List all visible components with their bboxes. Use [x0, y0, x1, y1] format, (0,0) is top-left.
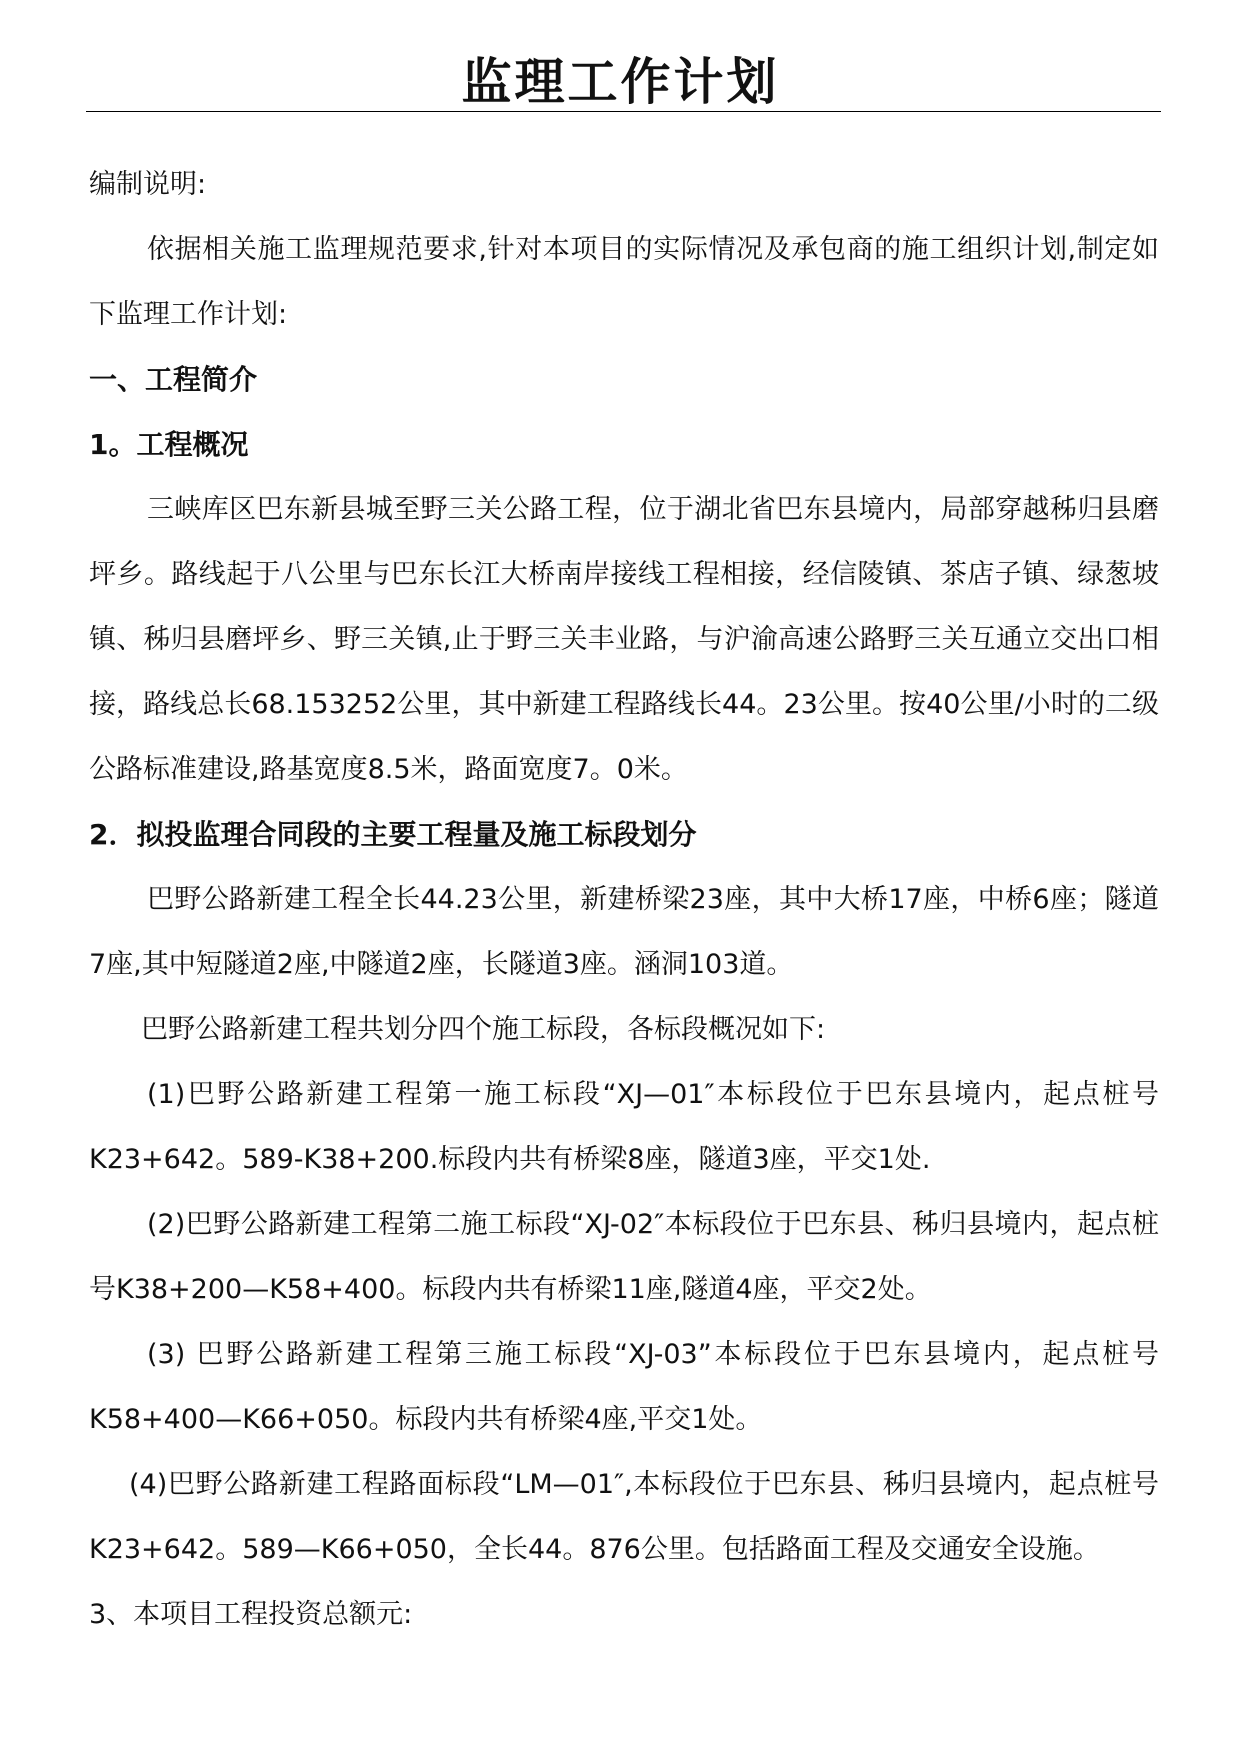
sub1-heading: 1。工程概况 [89, 428, 249, 461]
document-body [89, 152, 1159, 1647]
section-item-4: (4)巴野公路新建工程路面标段“LM—01″,本标段位于巴东县、秭归县境内，起点桩号K23+642。589—K66+050，全长44。876公里。包括路面工程及交通安全设施。 [89, 1469, 1159, 1565]
section1-heading: 一、工程简介 [89, 363, 258, 396]
sub2-text2: 巴野公路新建工程共划分四个施工标段，各标段概况如下: [141, 1014, 826, 1045]
section-item-3: (3) 巴野公路新建工程第三施工标段“XJ-03”本标段位于巴东县境内，起点桩号K58+400—K66+050。标段内共有桥梁4座,平交1处。 [89, 1339, 1159, 1435]
compile-heading: 编制说明: [89, 169, 207, 200]
sub1-text: 三峡库区巴东新县城至野三关公路工程，位于湖北省巴东县境内，局部穿越秭归县磨坪乡。路线起于八公里与巴东长江大桥南岸接线工程相接，经信陵镇、茶店子镇、绿葱坡镇、秭归县磨坪乡、野三关镇,止于野三关丰业路，与沪渝高速公路野三关互通立交出口相接，路线总长68.153252公里，其中新建工程路线长44。23公里。按40公里/小时的二级公路标准建设,路基宽度8.5米，路面宽度7。0米。 [89, 494, 1159, 785]
title-underline [86, 111, 1161, 112]
section-item-2: (2)巴野公路新建工程第二施工标段“XJ-02″本标段位于巴东县、秭归县境内，起点桩号K38+200—K58+400。标段内共有桥梁11座,隧道4座，平交2处。 [89, 1209, 1159, 1305]
sub2-heading: 2．拟投监理合同段的主要工程量及施工标段划分 [89, 818, 697, 851]
sub2-text1: 巴野公路新建工程全长44.23公里，新建桥梁23座，其中大桥17座，中桥6座；隧道7座,其中短隧道2座,中隧道2座，长隧道3座。涵洞103道。 [89, 884, 1159, 980]
compile-text: 依据相关施工监理规范要求,针对本项目的实际情况及承包商的施工组织计划,制定如下监理工作计划: [89, 234, 1159, 330]
section-item-1: (1)巴野公路新建工程第一施工标段“XJ—01″本标段位于巴东县境内，起点桩号K23+642。589-K38+200.标段内共有桥梁8座，隧道3座，平交1处. [89, 1079, 1159, 1175]
sub3-heading: 3、本项目工程投资总额元: [89, 1599, 413, 1630]
document-title: 监理工作计划 [461, 53, 780, 111]
